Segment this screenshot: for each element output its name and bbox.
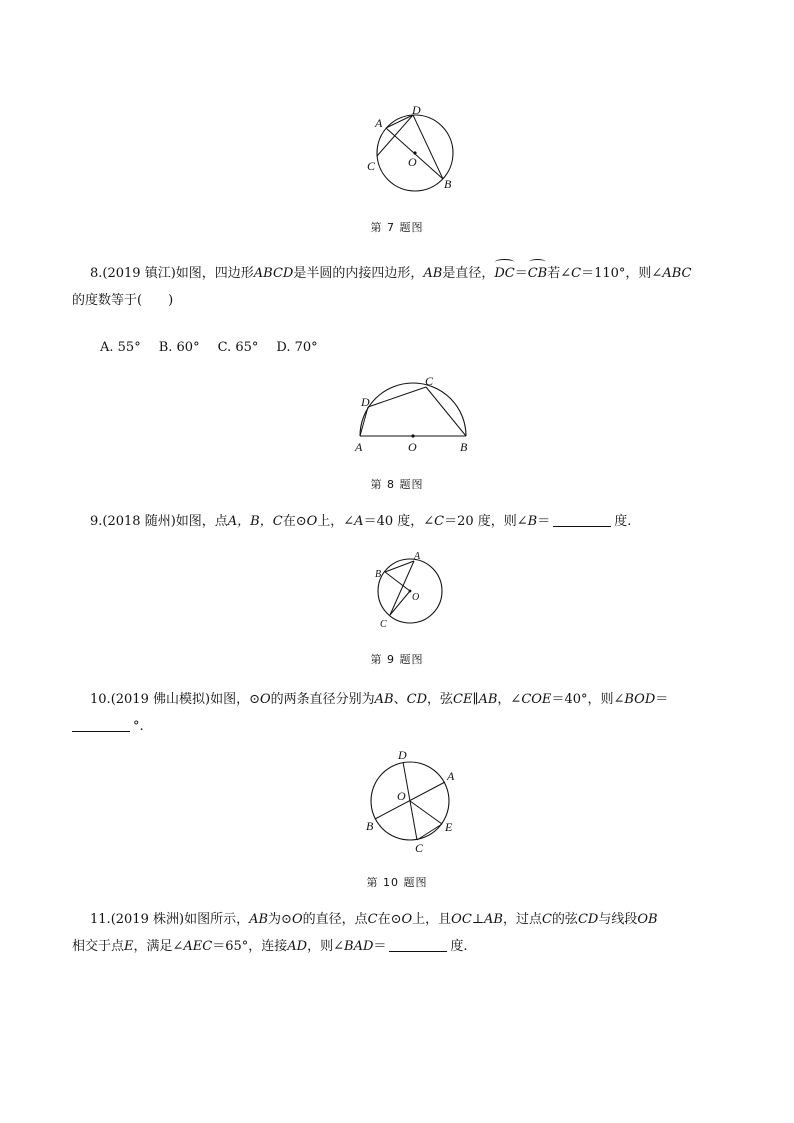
figure-9	[368, 548, 458, 638]
center-dot	[411, 434, 414, 437]
caption-fig9: 第 9 题图	[370, 653, 424, 666]
segment-co	[390, 591, 410, 615]
q11-var: C	[367, 912, 378, 927]
caption-fig7: 第 7 题图	[370, 221, 424, 234]
q11-text: ，则∠	[307, 939, 345, 954]
q11-number: 11.	[90, 912, 111, 927]
segment-ad	[386, 115, 413, 128]
q8-var: C	[571, 266, 582, 281]
q11-text: 的直径，点	[302, 912, 368, 927]
q10-text: 的两条直径分别为	[270, 692, 375, 707]
label-d: D	[398, 748, 407, 762]
segment-ad	[360, 407, 368, 436]
q8-text: 的度数等于( )	[72, 293, 174, 308]
q10-var: COE	[521, 692, 552, 707]
label-b: B	[460, 440, 468, 454]
q11-var: CD	[577, 912, 599, 927]
figure-9-diagram	[368, 548, 458, 638]
q9-number: 9.	[90, 514, 103, 529]
q9-text: ＝	[537, 514, 551, 529]
q10-text: 如图，⊙	[210, 692, 260, 707]
q8-choices	[100, 334, 754, 361]
choice-c: C. 65°	[217, 340, 259, 355]
label-a: A	[414, 551, 421, 562]
segment-bo	[385, 572, 410, 591]
q11-var: OC⊥AB	[451, 912, 503, 927]
label-o: O	[408, 440, 417, 454]
q11-var: E	[124, 939, 134, 954]
q8-var: ABCD	[253, 266, 294, 281]
q9-text: ＝20 度，则∠	[444, 514, 528, 529]
segment-db	[413, 115, 443, 179]
q8-arc-cb: CB	[528, 260, 548, 287]
figure-7	[355, 100, 475, 200]
answer-blank[interactable]	[72, 717, 130, 732]
q10-text: ＝	[655, 692, 669, 707]
question-8	[72, 260, 726, 314]
figure-8	[350, 374, 475, 456]
label-c: C	[425, 374, 434, 388]
question-9	[72, 508, 726, 535]
q10-text: °.	[133, 719, 144, 734]
q8-number: 8.	[90, 266, 103, 281]
caption-fig8: 第 8 题图	[370, 478, 424, 491]
label-b: B	[375, 569, 382, 580]
q9-text: 度.	[614, 514, 632, 529]
q10-number: 10.	[90, 692, 111, 707]
q10-var: AB	[478, 692, 498, 707]
label-o: O	[397, 789, 406, 803]
q11-text: 度.	[450, 939, 468, 954]
q11-text: ＝	[373, 939, 387, 954]
q11-source: (2019 株洲)	[110, 912, 185, 927]
q10-var: CE	[453, 692, 473, 707]
q11-var: C	[541, 912, 552, 927]
label-o: O	[408, 155, 417, 169]
label-d: D	[361, 395, 370, 409]
q9-text: 上，∠	[317, 514, 355, 529]
q11-text: ，过点	[502, 912, 542, 927]
choice-b: B. 60°	[158, 340, 200, 355]
q10-text: 、	[393, 692, 407, 707]
choice-a: A. 55°	[100, 340, 141, 355]
q9-var: B	[527, 514, 538, 529]
figure-8-diagram	[350, 374, 475, 456]
q8-text: 如图，四边形	[175, 266, 254, 281]
choice-d: D. 70°	[276, 340, 318, 355]
q9-var: A，B，C	[227, 514, 283, 529]
q11-var: AD	[287, 939, 308, 954]
q10-var: CD	[406, 692, 427, 707]
q9-text: 如图，点	[175, 514, 228, 529]
q11-var: OB	[637, 912, 658, 927]
label-a: A	[447, 769, 455, 783]
label-c: C	[380, 619, 387, 630]
question-10	[72, 686, 726, 740]
q11-var: AEC	[183, 939, 213, 954]
caption-fig10: 第 10 题图	[366, 876, 428, 889]
q11-var: O	[291, 912, 303, 927]
q10-var: AB	[374, 692, 394, 707]
label-c: C	[367, 159, 376, 173]
q10-text: ∥	[472, 692, 479, 707]
q8-var: AB	[423, 266, 443, 281]
answer-blank[interactable]	[389, 937, 447, 952]
q9-var: O	[306, 514, 318, 529]
q11-text: ，满足∠	[133, 939, 184, 954]
q8-text: 是直径，	[442, 266, 495, 281]
q11-text: 相交于点	[72, 939, 125, 954]
q11-text: 为⊙	[268, 912, 292, 927]
q10-source: (2019 佛山模拟)	[110, 692, 211, 707]
center-dot	[409, 590, 412, 593]
q11-var: BAD	[344, 939, 374, 954]
chord-ce	[417, 824, 442, 840]
label-d: D	[412, 103, 421, 117]
q9-var: C	[434, 514, 445, 529]
q10-var: O	[259, 692, 271, 707]
label-b: B	[444, 177, 452, 191]
label-c: C	[415, 841, 424, 855]
label-b: B	[366, 819, 374, 833]
question-11	[72, 906, 726, 960]
q9-text: 在⊙	[282, 514, 307, 529]
q8-text: 是半圆的内接四边形，	[293, 266, 424, 281]
q8-text: 若∠	[547, 266, 572, 281]
q9-var: A	[354, 514, 364, 529]
q8-arc-dc: DC	[494, 260, 514, 287]
q11-var: O	[401, 912, 413, 927]
q10-text: ，弦	[427, 692, 454, 707]
q10-var: BOD	[624, 692, 656, 707]
q11-text: 在⊙	[377, 912, 402, 927]
q11-text: 如图所示，	[184, 912, 250, 927]
q8-text: ＝	[514, 266, 528, 281]
segment-oe	[410, 801, 442, 824]
q10-text: ＝40°，则∠	[551, 692, 625, 707]
figure-10	[358, 745, 468, 857]
q11-var: AB	[249, 912, 269, 927]
q8-text: ＝110°，则∠	[581, 266, 663, 281]
q8-var: ABC	[662, 266, 692, 281]
q9-source: (2018 随州)	[102, 514, 176, 529]
label-a: A	[375, 116, 383, 130]
label-o: O	[412, 592, 420, 603]
label-a: A	[355, 440, 363, 454]
q10-text: ，∠	[497, 692, 522, 707]
answer-blank[interactable]	[553, 512, 611, 527]
label-e: E	[445, 820, 453, 834]
q11-text: 上，且	[412, 912, 452, 927]
figure-7-diagram	[355, 100, 475, 200]
q11-text: 与线段	[598, 912, 638, 927]
q9-text: ＝40 度，∠	[363, 514, 435, 529]
figure-10-diagram	[358, 745, 468, 857]
semicircle	[360, 383, 466, 436]
q11-text: ＝65°，连接	[212, 939, 288, 954]
q11-text: 的弦	[551, 912, 578, 927]
q8-source: (2019 镇江)	[102, 266, 176, 281]
